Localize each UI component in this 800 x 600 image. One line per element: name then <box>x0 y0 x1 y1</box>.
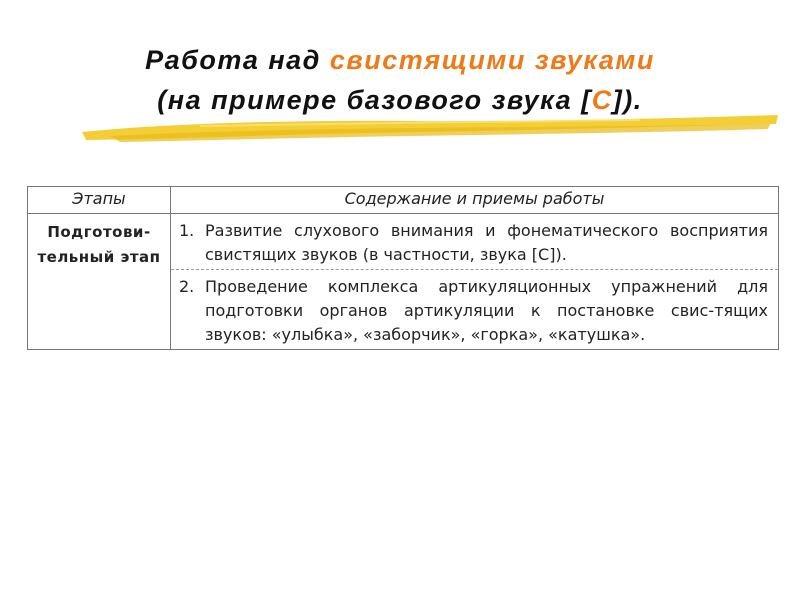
yellow-brush-stroke <box>80 112 780 146</box>
slide-title <box>0 40 800 120</box>
item-number: 2. <box>179 277 195 296</box>
list-item <box>171 269 778 349</box>
title-text: ). <box>623 85 643 115</box>
stage-content <box>171 214 779 350</box>
title-highlight: свистящими звуками <box>329 45 655 75</box>
title-text: (на примере базового звука <box>157 85 582 115</box>
stage-name: Подготови-тельный этап <box>28 214 171 350</box>
stages-table <box>27 186 779 350</box>
title-sound: С <box>591 85 613 115</box>
table-header-row <box>28 187 779 214</box>
title-bracket: ] <box>612 85 624 115</box>
header-stages: Этапы <box>28 187 171 214</box>
table-row <box>28 214 779 350</box>
title-line-1 <box>0 40 800 80</box>
item-text: Развитие слухового внимания и фонематического восприятия свистящих звуков (в частности, звука [С]). <box>205 221 768 264</box>
item-text: Проведение комплекса артикуляционных упражнений для подготовки органов артикуляции к постановке свис-тящих звуков: «улыбка», «заборчик», «горка», «катушка». <box>205 277 768 344</box>
item-number: 1. <box>179 221 195 240</box>
title-bracket: [ <box>581 85 592 115</box>
list-item <box>171 214 778 269</box>
title-text: Работа над <box>145 45 330 75</box>
header-content: Содержание и приемы работы <box>171 187 779 214</box>
